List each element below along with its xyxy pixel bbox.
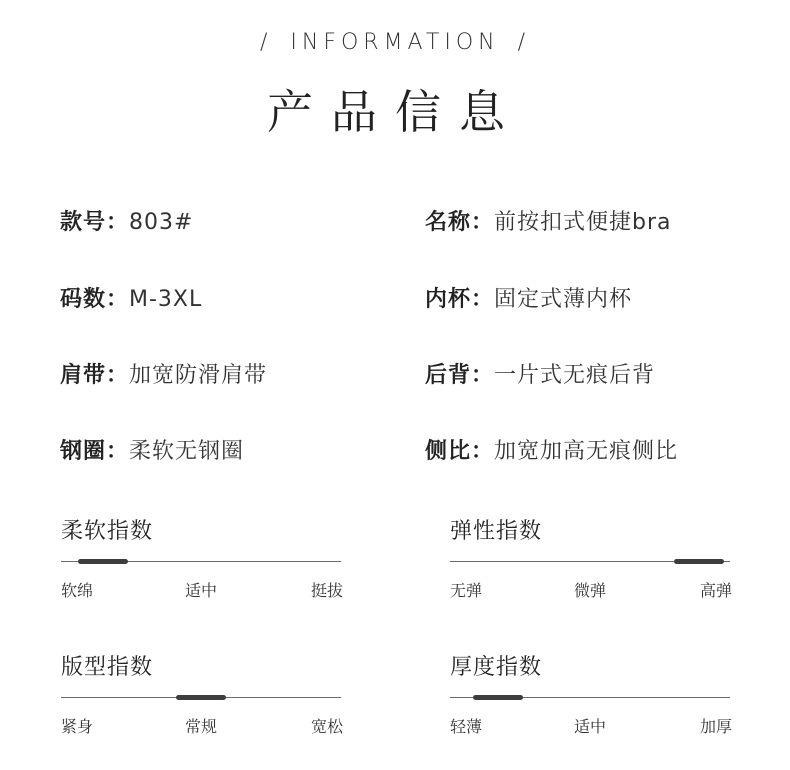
info-value: 803# xyxy=(129,210,194,235)
slash-right: / xyxy=(517,30,531,55)
info-value: 一片式无痕后背 xyxy=(494,363,656,388)
elasticity-scale xyxy=(450,514,732,634)
info-value: 柔软无钢圈 xyxy=(129,439,245,464)
info-item-side xyxy=(425,434,678,465)
info-key: 码数： xyxy=(60,287,130,312)
scale-label-low: 轻薄 xyxy=(450,717,483,736)
scale-label-low: 紧身 xyxy=(61,717,94,736)
scale-label-low: 软绵 xyxy=(61,581,94,600)
scale-marker xyxy=(78,559,128,564)
info-key: 钢圈： xyxy=(60,439,130,464)
info-item-name xyxy=(425,205,672,236)
fit-scale xyxy=(61,650,343,770)
info-item-strap xyxy=(60,358,267,389)
scale-marker xyxy=(176,695,226,700)
info-key: 款号： xyxy=(60,210,130,235)
scale-label-high: 高弹 xyxy=(699,581,732,600)
thickness-scale xyxy=(450,650,732,770)
scale-title: 版型指数 xyxy=(61,655,154,680)
info-value: M-3XL xyxy=(129,287,203,312)
softness-scale xyxy=(61,514,343,634)
slash-left: / xyxy=(259,30,273,55)
info-item-inner-cup xyxy=(425,282,632,313)
scale-title: 柔软指数 xyxy=(61,519,154,544)
info-value: 加宽加高无痕侧比 xyxy=(494,439,679,464)
info-key: 肩带： xyxy=(60,363,130,388)
scale-title: 弹性指数 xyxy=(450,519,543,544)
product-info-title: 产品信息 xyxy=(267,85,523,139)
scale-marker xyxy=(674,559,724,564)
scale-label-high: 挺拔 xyxy=(310,581,343,600)
info-key: 后背： xyxy=(425,363,495,388)
info-key: 内杯： xyxy=(425,287,495,312)
information-heading xyxy=(0,30,790,55)
scale-label-low: 无弹 xyxy=(450,581,483,600)
information-label: INFORMATION xyxy=(290,30,500,55)
info-value: 加宽防滑肩带 xyxy=(129,363,268,388)
info-item-underwire xyxy=(60,434,244,465)
scale-title: 厚度指数 xyxy=(450,655,543,680)
scale-label-mid: 适中 xyxy=(573,717,607,736)
scale-label-mid: 适中 xyxy=(184,581,218,600)
info-key: 侧比： xyxy=(425,439,495,464)
scale-label-mid: 常规 xyxy=(184,717,218,736)
scale-label-mid: 微弹 xyxy=(573,581,607,600)
info-item-size xyxy=(60,282,202,313)
info-value: 前按扣式便捷bra xyxy=(494,210,672,235)
info-value: 固定式薄内杯 xyxy=(494,287,633,312)
info-item-back xyxy=(425,358,655,389)
info-item-style-no xyxy=(60,205,193,236)
scale-label-high: 宽松 xyxy=(310,717,343,736)
info-key: 名称： xyxy=(425,210,495,235)
scale-label-high: 加厚 xyxy=(699,717,732,736)
scale-marker xyxy=(473,695,523,700)
